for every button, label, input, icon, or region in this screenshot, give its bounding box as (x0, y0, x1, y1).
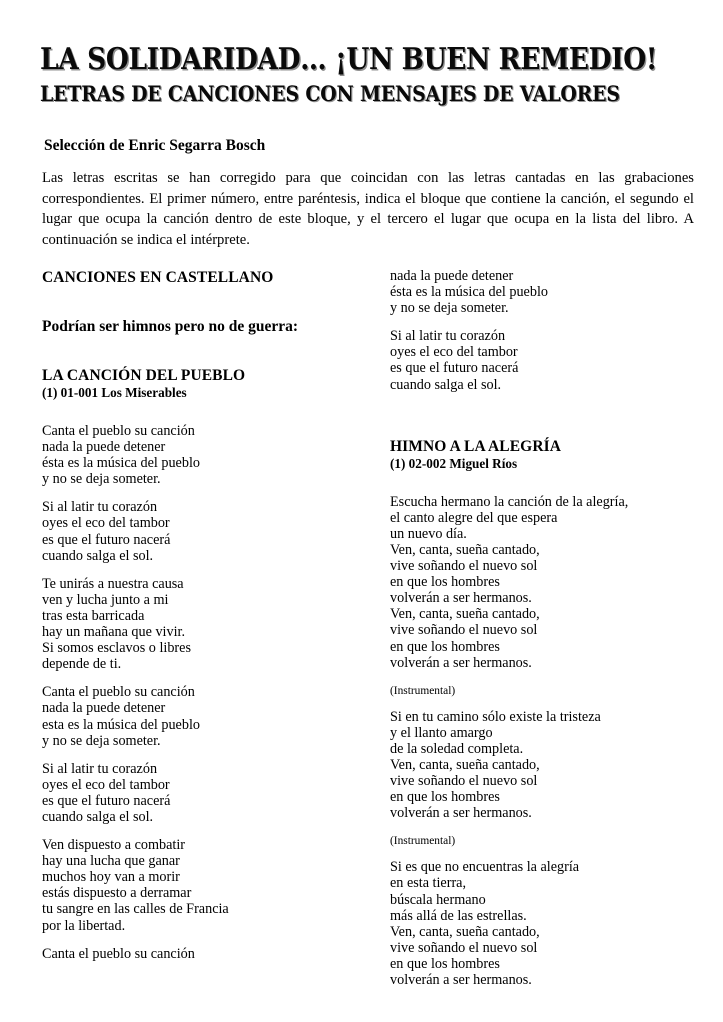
lyric-line: tu sangre en las calles de Francia (42, 901, 229, 918)
masthead (40, 44, 680, 106)
lyric-stanza (42, 946, 352, 962)
lyric-line: oyes el eco del tambor (42, 515, 170, 532)
lyric-line: Canta el pueblo su canción (42, 423, 195, 439)
lyric-stanza (42, 423, 352, 487)
lyric-line: Si al latir tu corazón (390, 328, 506, 345)
lyric-line: ésta es la música del pueblo (42, 455, 200, 472)
lyric-line: y no se deja someter. (42, 732, 161, 749)
song-title-himno-a-la-alegria: HIMNO A LA ALEGRÍA (390, 437, 562, 455)
lyric-line: vive soñando el nuevo sol (390, 622, 538, 639)
lyric-line: más allá de las estrellas. (390, 907, 527, 924)
lyric-line: Ven, canta, sueña cantado, (390, 756, 540, 773)
lyric-line: en que los hombres (390, 638, 500, 655)
lyric-line: muchos hoy van a morir (42, 869, 180, 886)
document-title: LA SOLIDARIDAD… ¡UN BUEN REMEDIO! (40, 42, 658, 77)
right-column (390, 268, 700, 988)
lyric-line: en que los hombres (390, 955, 500, 972)
spacer (390, 316, 700, 328)
spacer (42, 825, 352, 837)
lyric-line: Canta el pueblo su canción (42, 945, 195, 962)
lyric-line: Ven, canta, sueña cantado, (390, 923, 540, 940)
spacer (42, 672, 352, 684)
lyric-line: vive soñando el nuevo sol (390, 939, 538, 956)
lyric-line: estás dispuesto a derramar (42, 885, 192, 902)
lyric-line: nada la puede detener (42, 700, 166, 717)
spacer (42, 487, 352, 499)
lyric-stanza (42, 837, 352, 934)
lyric-line: Canta el pueblo su canción (42, 684, 195, 701)
lyric-line: en que los hombres (390, 574, 500, 591)
lyric-line: ésta es la música del pueblo (390, 284, 548, 301)
lyric-line: es que el futuro nacerá (42, 531, 171, 548)
lyric-line: Ven, canta, sueña cantado, (390, 541, 540, 558)
lyric-line: hay una lucha que ganar (42, 853, 180, 870)
lyric-stanza (42, 684, 352, 748)
lyric-line: de la soledad completa. (390, 740, 524, 757)
lyric-line: depende de ti. (42, 656, 122, 673)
lyric-line: ven y lucha junto a mi (42, 591, 169, 608)
lyric-stanza (42, 761, 352, 825)
lyric-line: tras esta barricada (42, 607, 145, 624)
lyric-line: y no se deja someter. (390, 300, 509, 317)
spacer (42, 401, 352, 423)
lyric-stanza (390, 268, 700, 316)
spacer (390, 423, 700, 437)
spacer (390, 849, 700, 859)
lyric-line: Si al latir tu corazón (42, 760, 158, 777)
lyric-line: y no se deja someter. (42, 471, 161, 488)
spacer (42, 934, 352, 946)
lyric-stanza (42, 576, 352, 673)
lyric-line: Te unirás a nuestra causa (42, 575, 184, 592)
song-reference-cancion-del-pueblo: (1) 01-001 Los Miserables (42, 385, 187, 400)
spacer (390, 821, 700, 833)
left-column (42, 268, 352, 962)
lead-line-himnos: Podrían ser himnos pero no de guerra: (42, 318, 299, 335)
lyric-line: un nuevo día. (390, 525, 467, 542)
lyric-line: Si al latir tu corazón (42, 499, 158, 516)
lyric-line: Si en tu camino sólo existe la tristeza (390, 708, 601, 725)
lyric-line: por la libertad. (42, 917, 126, 934)
lyric-line: nada la puede detener (42, 439, 166, 456)
lyric-line: vive soñando el nuevo sol (390, 558, 538, 575)
lyric-line: es que el futuro nacerá (390, 360, 519, 377)
lyric-line: en esta tierra, (390, 875, 467, 892)
lyric-stanza (390, 328, 700, 392)
spacer (42, 564, 352, 576)
lyric-line: volverán a ser hermanos. (390, 590, 532, 607)
lyric-stanza (390, 494, 700, 671)
lyric-line: el canto alegre del que espera (390, 509, 558, 526)
lyric-line: Ven dispuesto a combatir (42, 837, 186, 854)
document-subtitle: LETRAS DE CANCIONES CON MENSAJES DE VALORES (40, 81, 620, 106)
lyric-line: oyes el eco del tambor (42, 776, 170, 793)
spacer (42, 749, 352, 761)
lyric-line: cuando salga el sol. (42, 808, 154, 825)
lyric-stanza (390, 709, 700, 822)
lyric-line: vive soñando el nuevo sol (390, 773, 538, 790)
song-title-cancion-del-pueblo: LA CANCIÓN DEL PUEBLO (42, 367, 246, 384)
lyric-line: nada la puede detener (390, 268, 514, 284)
lyric-line: en que los hombres (390, 789, 500, 806)
spacer (390, 699, 700, 709)
lyric-line: cuando salga el sol. (390, 376, 502, 393)
lyric-line: Escucha hermano la canción de la alegría, (390, 493, 629, 510)
lyric-line: Si es que no encuentras la alegría (390, 859, 580, 876)
intro-paragraph: Las letras escritas se han corregido para que coincidan con las letras cantadas en las grabaciones correspondientes. El primer número, entre paréntesis, indica el bloque que contiene la canción, el segundo el lugar que ocupa la canción dentro de este bloque, y el tercero el lugar que ocupa en la lista del libro. A continuación se indica el intérprete. (42, 170, 694, 248)
lyric-line: volverán a ser hermanos. (390, 654, 532, 671)
spacer (42, 287, 352, 317)
lyric-line: y el llanto amargo (390, 724, 493, 741)
lyric-line: Si somos esclavos o libres (42, 640, 191, 657)
spacer (42, 336, 352, 366)
lyric-line: Ven, canta, sueña cantado, (390, 606, 540, 623)
lyric-line: cuando salga el sol. (42, 547, 154, 564)
instrumental-marker: (Instrumental) (390, 835, 456, 848)
selection-credit: Selección de Enric Segarra Bosch (44, 137, 266, 154)
instrumental-marker: (Instrumental) (390, 684, 456, 697)
song-reference-himno-a-la-alegria: (1) 02-002 Miguel Ríos (390, 455, 518, 471)
lyric-stanza (42, 499, 352, 563)
lyric-line: búscala hermano (390, 891, 486, 908)
lyric-line: es que el futuro nacerá (42, 792, 171, 809)
lyric-stanza (390, 859, 700, 988)
spacer (390, 671, 700, 683)
lyric-line: esta es la música del pueblo (42, 716, 200, 733)
spacer (390, 393, 700, 423)
spacer (390, 472, 700, 494)
lyric-line: volverán a ser hermanos. (390, 805, 532, 822)
lyric-line: oyes el eco del tambor (390, 344, 518, 361)
lyric-line: hay un mañana que vivir. (42, 624, 186, 641)
section-heading-castellano: CANCIONES EN CASTELLANO (42, 269, 274, 286)
lyric-line: volverán a ser hermanos. (390, 972, 532, 988)
